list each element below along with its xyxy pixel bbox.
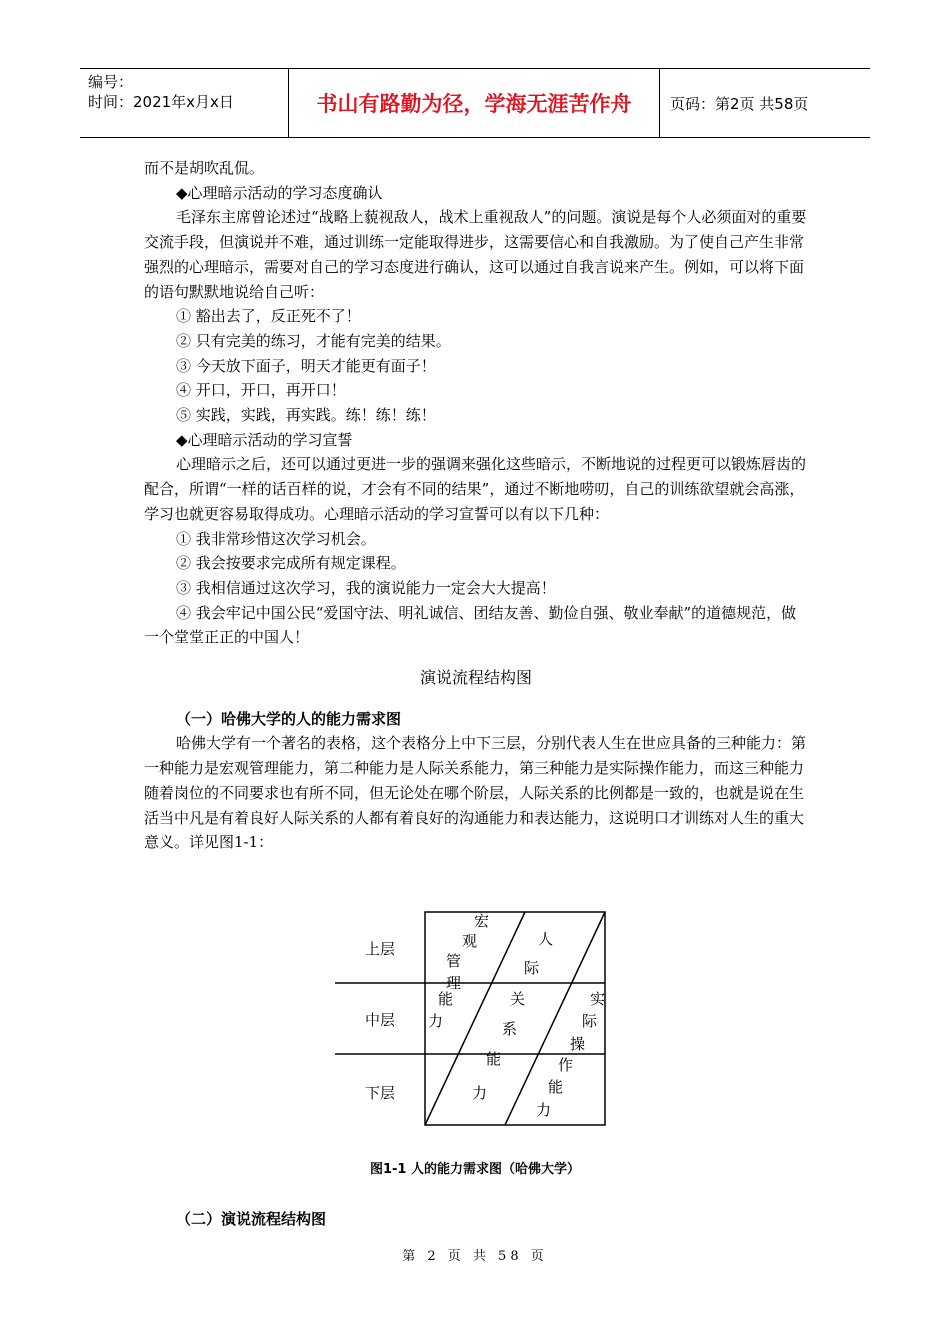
diagram-char: 关: [510, 990, 526, 1008]
date-label: 时间：2021年x月x日: [88, 93, 234, 111]
diagram-char: 理: [446, 974, 462, 992]
diagram-char: 操: [570, 1035, 586, 1053]
figure-caption: 图1-1 人的能力需求图（哈佛大学）: [369, 1162, 580, 1177]
paragraph: 心理暗示之后，还可以通过更进一步的强调来强化这些暗示，不断地说的过程更可以锻炼唇齿的配合，所谓“一样的话百样的说，才会有不同的结果”，通过不断地唠叨，自己的训练欲望就会高涨，学习也就更容易取得成功。心理暗示活动的学习宣誓可以有以下几种：: [144, 455, 807, 523]
paragraph: 毛泽东主席曾论述过“战略上藐视敌人，战术上重视敌人”的问题。演说是每个人必须面对的重要交流手段，但演说并不难，通过训练一定能取得进步，这需要信心和自我激励。为了使自己产生非常强烈的心理暗示，需要对自己的学习态度进行确认，这可以通过自我言说来产生。例如，可以将下面的语句默默地说给自己听：: [144, 208, 807, 301]
diagram-char: 际: [524, 959, 540, 977]
diagram-char: 际: [582, 1012, 598, 1030]
diagram-char: 管: [446, 952, 462, 970]
list-item: ① 豁出去了，反正死不了！: [176, 307, 361, 326]
subsection-heading: （二）演说流程结构图: [176, 1210, 327, 1228]
list-item: ④ 我会牢记中国公民“爱国守法、明礼诚信、团结友善、勤俭自强、敬业奉献”的道德规范，做一个堂堂正正的中国人！: [144, 603, 797, 647]
diagram-frame: [425, 912, 605, 1125]
row-label: 下层: [365, 1084, 396, 1102]
page-footer: 第 2 页 共 58 页: [402, 1249, 548, 1264]
list-item: ③ 今天放下面子，明天才能更有面子！: [176, 356, 436, 375]
header-left-cell: [80, 69, 289, 137]
page-indicator: 页码：第2页 共58页: [670, 94, 809, 113]
diagram-char: 力: [428, 1012, 444, 1030]
bullet-heading: ◆心理暗示活动的学习宣誓: [176, 430, 353, 449]
row-label: 中层: [365, 1011, 396, 1029]
diagram-char: 能: [486, 1050, 502, 1068]
list-item: ③ 我相信通过这次学习，我的演说能力一定会大大提高！: [176, 578, 556, 597]
ability-diagram: [330, 910, 630, 1135]
paragraph: 而不是胡吹乱侃。: [144, 159, 265, 177]
diagram-char: 力: [472, 1084, 488, 1102]
section-heading: 演说流程结构图: [419, 668, 532, 688]
diagram-char: 作: [558, 1056, 574, 1074]
subsection-heading: （一）哈佛大学的人的能力需求图: [176, 709, 402, 728]
list-item: ① 我非常珍惜这次学习机会。: [176, 529, 376, 548]
paragraph: 哈佛大学有一个著名的表格，这个表格分上中下三层，分别代表人生在世应具备的三种能力：第一种能力是宏观管理能力，第二种能力是人际关系能力，第三种能力是实际操作能力，而这三种能力随着岗位的不同要求也有所不同，但无论处在哪个阶层，人际关系的比例都是一致的，也就是说在生活当中凡是有着良好人际关系的人都有着良好的沟通能力和表达能力，这说明口才训练对人生的重大意义。详见图1-1：: [144, 734, 807, 852]
diagram-char: 能: [548, 1078, 564, 1096]
list-item: ② 只有完美的练习，才能有完美的结果。: [176, 331, 451, 350]
motto: 书山有路勤为径，学海无涯苦作舟: [289, 69, 660, 137]
diagram-char: 力: [536, 1101, 552, 1119]
row-label: 上层: [365, 940, 396, 958]
list-item: ⑤ 实践，实践，再实践。练！练！练！: [176, 406, 436, 425]
diagram-char: 能: [438, 990, 454, 1008]
diagram-char: 宏: [474, 912, 490, 930]
diagram-char: 人: [538, 930, 554, 948]
list-item: ④ 开口，开口，再开口！: [176, 381, 346, 400]
bullet-heading: ◆心理暗示活动的学习态度确认: [176, 183, 383, 202]
page-header: [80, 68, 870, 138]
doc-number-label: 编号：: [88, 73, 134, 91]
diagram-char: 系: [502, 1020, 518, 1038]
document-body: [144, 156, 808, 855]
list-item: ② 我会按要求完成所有规定课程。: [176, 554, 406, 573]
diagram-char: 实: [590, 990, 606, 1008]
diagram-char: 观: [462, 932, 478, 950]
